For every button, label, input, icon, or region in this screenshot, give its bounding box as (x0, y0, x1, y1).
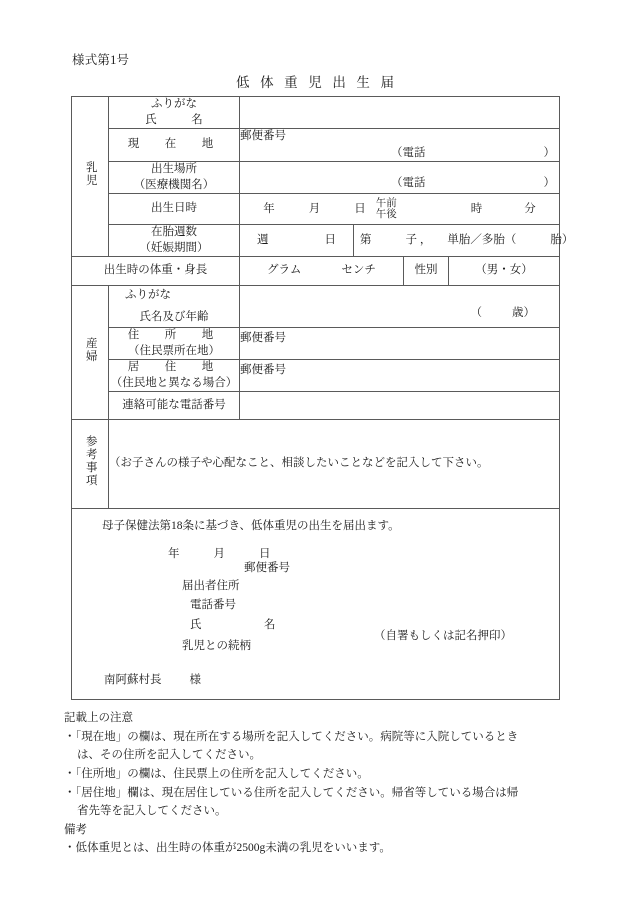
input-mother-residence[interactable] (240, 360, 560, 392)
mother-age-field (240, 306, 559, 322)
label-gestation-sub: （妊娠期間） (139, 241, 209, 254)
label-mother-residence (109, 360, 240, 392)
label-mother-residence-text: 居 住 地 (127, 361, 221, 374)
declaration-lead-text: 母子保健法第18条に基づき、低体重児の出生を届出ます。 (102, 520, 400, 533)
section-label-memo-text: 参考事項 (84, 435, 97, 488)
notes-heading: 記載上の注意 (64, 712, 133, 724)
input-mother-name-age[interactable] (240, 286, 560, 328)
label-infant-tel-open: （電話 (391, 146, 426, 159)
label-infant-birth-place (109, 162, 240, 194)
label-birth-size-text: 出生時の体重・身長 (103, 264, 208, 277)
remarks-item: ・低体重児とは、出生時の体重が2500g未満の乳児をいいます。 (64, 842, 391, 855)
label-infant-current-address (109, 129, 240, 162)
label-infant-current-address-text: 現 在 地 (127, 138, 221, 151)
label-postal-code-infant: 郵便番号 (240, 130, 286, 143)
birth-size-fields (240, 263, 403, 279)
label-child: 子 ， (405, 233, 432, 246)
label-declaration-year: 年 (168, 548, 180, 561)
label-birthplace-tel-open: （電話 (391, 177, 426, 190)
label-mother-contact-tel-text: 連絡可能な電話番号 (122, 398, 226, 411)
form-number: 様式第1号 (72, 53, 130, 67)
label-infant-birth-datetime (109, 194, 240, 225)
section-label-mother (72, 286, 109, 420)
label-am: 午前 (375, 197, 397, 209)
label-declaration-day: 日 (259, 548, 271, 561)
label-pm: 午後 (375, 209, 397, 221)
label-gestation (109, 225, 240, 257)
label-gestation-weeks: 在胎週数 (151, 226, 197, 239)
label-gram-unit: グラム (267, 264, 302, 277)
label-mother-name-age-text: 氏名及び年齢 (139, 310, 209, 323)
birth-notification-table (71, 96, 574, 700)
label-infant-name-text: 氏 名 (145, 113, 203, 126)
table-row-mother-address (72, 328, 560, 360)
label-infant-birth-datetime-text: 出生日時 (151, 202, 197, 215)
input-birth-order-multiple[interactable] (354, 225, 574, 257)
table-row-memo (72, 420, 560, 509)
table-row-mother-name (72, 286, 560, 328)
input-infant-birth-place[interactable] (240, 162, 560, 194)
birth-order-fields (354, 233, 574, 249)
label-birth-day: 日 (354, 202, 366, 215)
input-sex-value[interactable]: （男・女） (449, 257, 560, 286)
remarks-heading: 備考 (64, 823, 87, 836)
label-sex: 性別 (404, 257, 449, 286)
label-infant-telephone (240, 146, 559, 162)
label-addressee-honorific: 様 (189, 674, 201, 687)
table-row-infant-address (72, 129, 560, 162)
label-declaration-postal: 郵便番号 (244, 562, 290, 575)
note-item-1-line2: は、その住所を記入してください。 (77, 749, 261, 762)
label-multiple-birth: 単胎／多胎（ (447, 233, 517, 246)
label-mother-contact-tel (109, 392, 240, 420)
label-postal-code-mother-address: 郵便番号 (240, 332, 286, 345)
label-birth-minute: 分 (524, 202, 536, 215)
memo-placeholder: （お子さんの様子や心配なこと、相談したいことなどを記入して下さい。 (109, 457, 489, 470)
table-row-gestation (72, 225, 560, 257)
label-postal-code-mother-residence: 郵便番号 (240, 364, 286, 377)
table-row-mother-residence (72, 360, 560, 392)
label-ordinal: 第 (360, 233, 372, 246)
label-submitter-address: 届出者住所 (182, 580, 240, 593)
label-submitter-telephone: 電話番号 (190, 599, 236, 612)
footer-notes (64, 709, 574, 858)
declaration-block (72, 509, 560, 700)
label-birth-month: 月 (308, 202, 321, 215)
table-row-infant-birthplace (72, 162, 560, 194)
input-mother-address[interactable] (240, 328, 560, 360)
label-relation-to-infant: 乳児との続柄 (182, 640, 251, 653)
input-infant-name[interactable] (240, 97, 560, 129)
input-infant-current-address[interactable] (240, 129, 560, 162)
label-age-unit: 歳） (512, 306, 535, 319)
input-mother-contact-tel[interactable] (240, 392, 560, 420)
section-label-mother-text: 産婦 (84, 336, 97, 363)
label-mother-address-sub: （住民票所在地） (128, 344, 220, 357)
label-signature-seal-note: （自署もしくは記名押印） (374, 630, 512, 643)
label-declaration-month: 月 (213, 548, 225, 561)
input-birth-weight-height[interactable] (240, 257, 404, 286)
label-mother-address-text: 住 所 地 (127, 329, 221, 342)
label-infant-furigana: ふりがな (151, 98, 197, 110)
input-infant-birth-datetime[interactable] (240, 194, 560, 225)
gestation-week-fields (240, 233, 353, 249)
label-birthplace-telephone (240, 176, 559, 192)
label-infant-birth-place-sub: （医療機関名） (133, 178, 215, 191)
label-submitter-name: 氏 名 (190, 619, 283, 632)
label-infant-birth-place-text: 出生場所 (151, 163, 197, 176)
table-row-declaration (72, 509, 560, 700)
label-addressee-name: 南阿蘇村長 (104, 674, 162, 687)
table-row-birth-size (72, 257, 560, 286)
section-label-infant-text: 乳児 (84, 160, 97, 187)
table-row-infant-name (72, 97, 560, 129)
label-week-unit: 週 (257, 233, 269, 246)
note-item-3-line2: 省先等を記入してください。 (77, 805, 227, 818)
declaration-addressee (104, 673, 201, 689)
label-age-open: （ (470, 306, 482, 319)
label-multiple-close: 胎） (550, 233, 574, 246)
document-title: 低 体 重 児 出 生 届 (236, 75, 398, 90)
note-item-1-line1: ・「現在地」の欄は、現在所在する場所を記入してください。病院等に入院しているとき (64, 730, 519, 743)
label-am-pm[interactable] (376, 198, 397, 221)
note-item-2-line1: ・「住所地」の欄は、住民票上の住所を記入してください。 (64, 767, 369, 780)
input-gestation-weeks[interactable] (240, 225, 354, 257)
note-item-3-line1: ・「居住地」欄は、現在居住している住所を記入してください。帰省等している場合は帰 (64, 786, 519, 799)
birth-datetime-fields (240, 198, 559, 221)
label-birth-size (72, 257, 240, 286)
label-centi-unit: センチ (341, 264, 376, 277)
label-mother-residence-sub: （住民地と異なる場合） (110, 376, 238, 389)
section-label-memo (72, 420, 109, 509)
label-mother-furigana: ふりがな (125, 289, 171, 302)
label-birth-year: 年 (263, 202, 275, 215)
label-mother-name-age (109, 286, 240, 328)
label-infant-tel-close: ） (543, 146, 555, 159)
table-row-mother-contact (72, 392, 560, 420)
label-infant-name (109, 97, 240, 129)
label-mother-address (109, 328, 240, 360)
label-week-day-unit: 日 (324, 233, 336, 246)
section-label-infant (72, 97, 109, 257)
label-birth-hour: 時 (470, 202, 483, 215)
label-birthplace-tel-close: ） (543, 177, 555, 190)
table-row-infant-birthdate (72, 194, 560, 225)
input-memo[interactable] (109, 420, 560, 509)
